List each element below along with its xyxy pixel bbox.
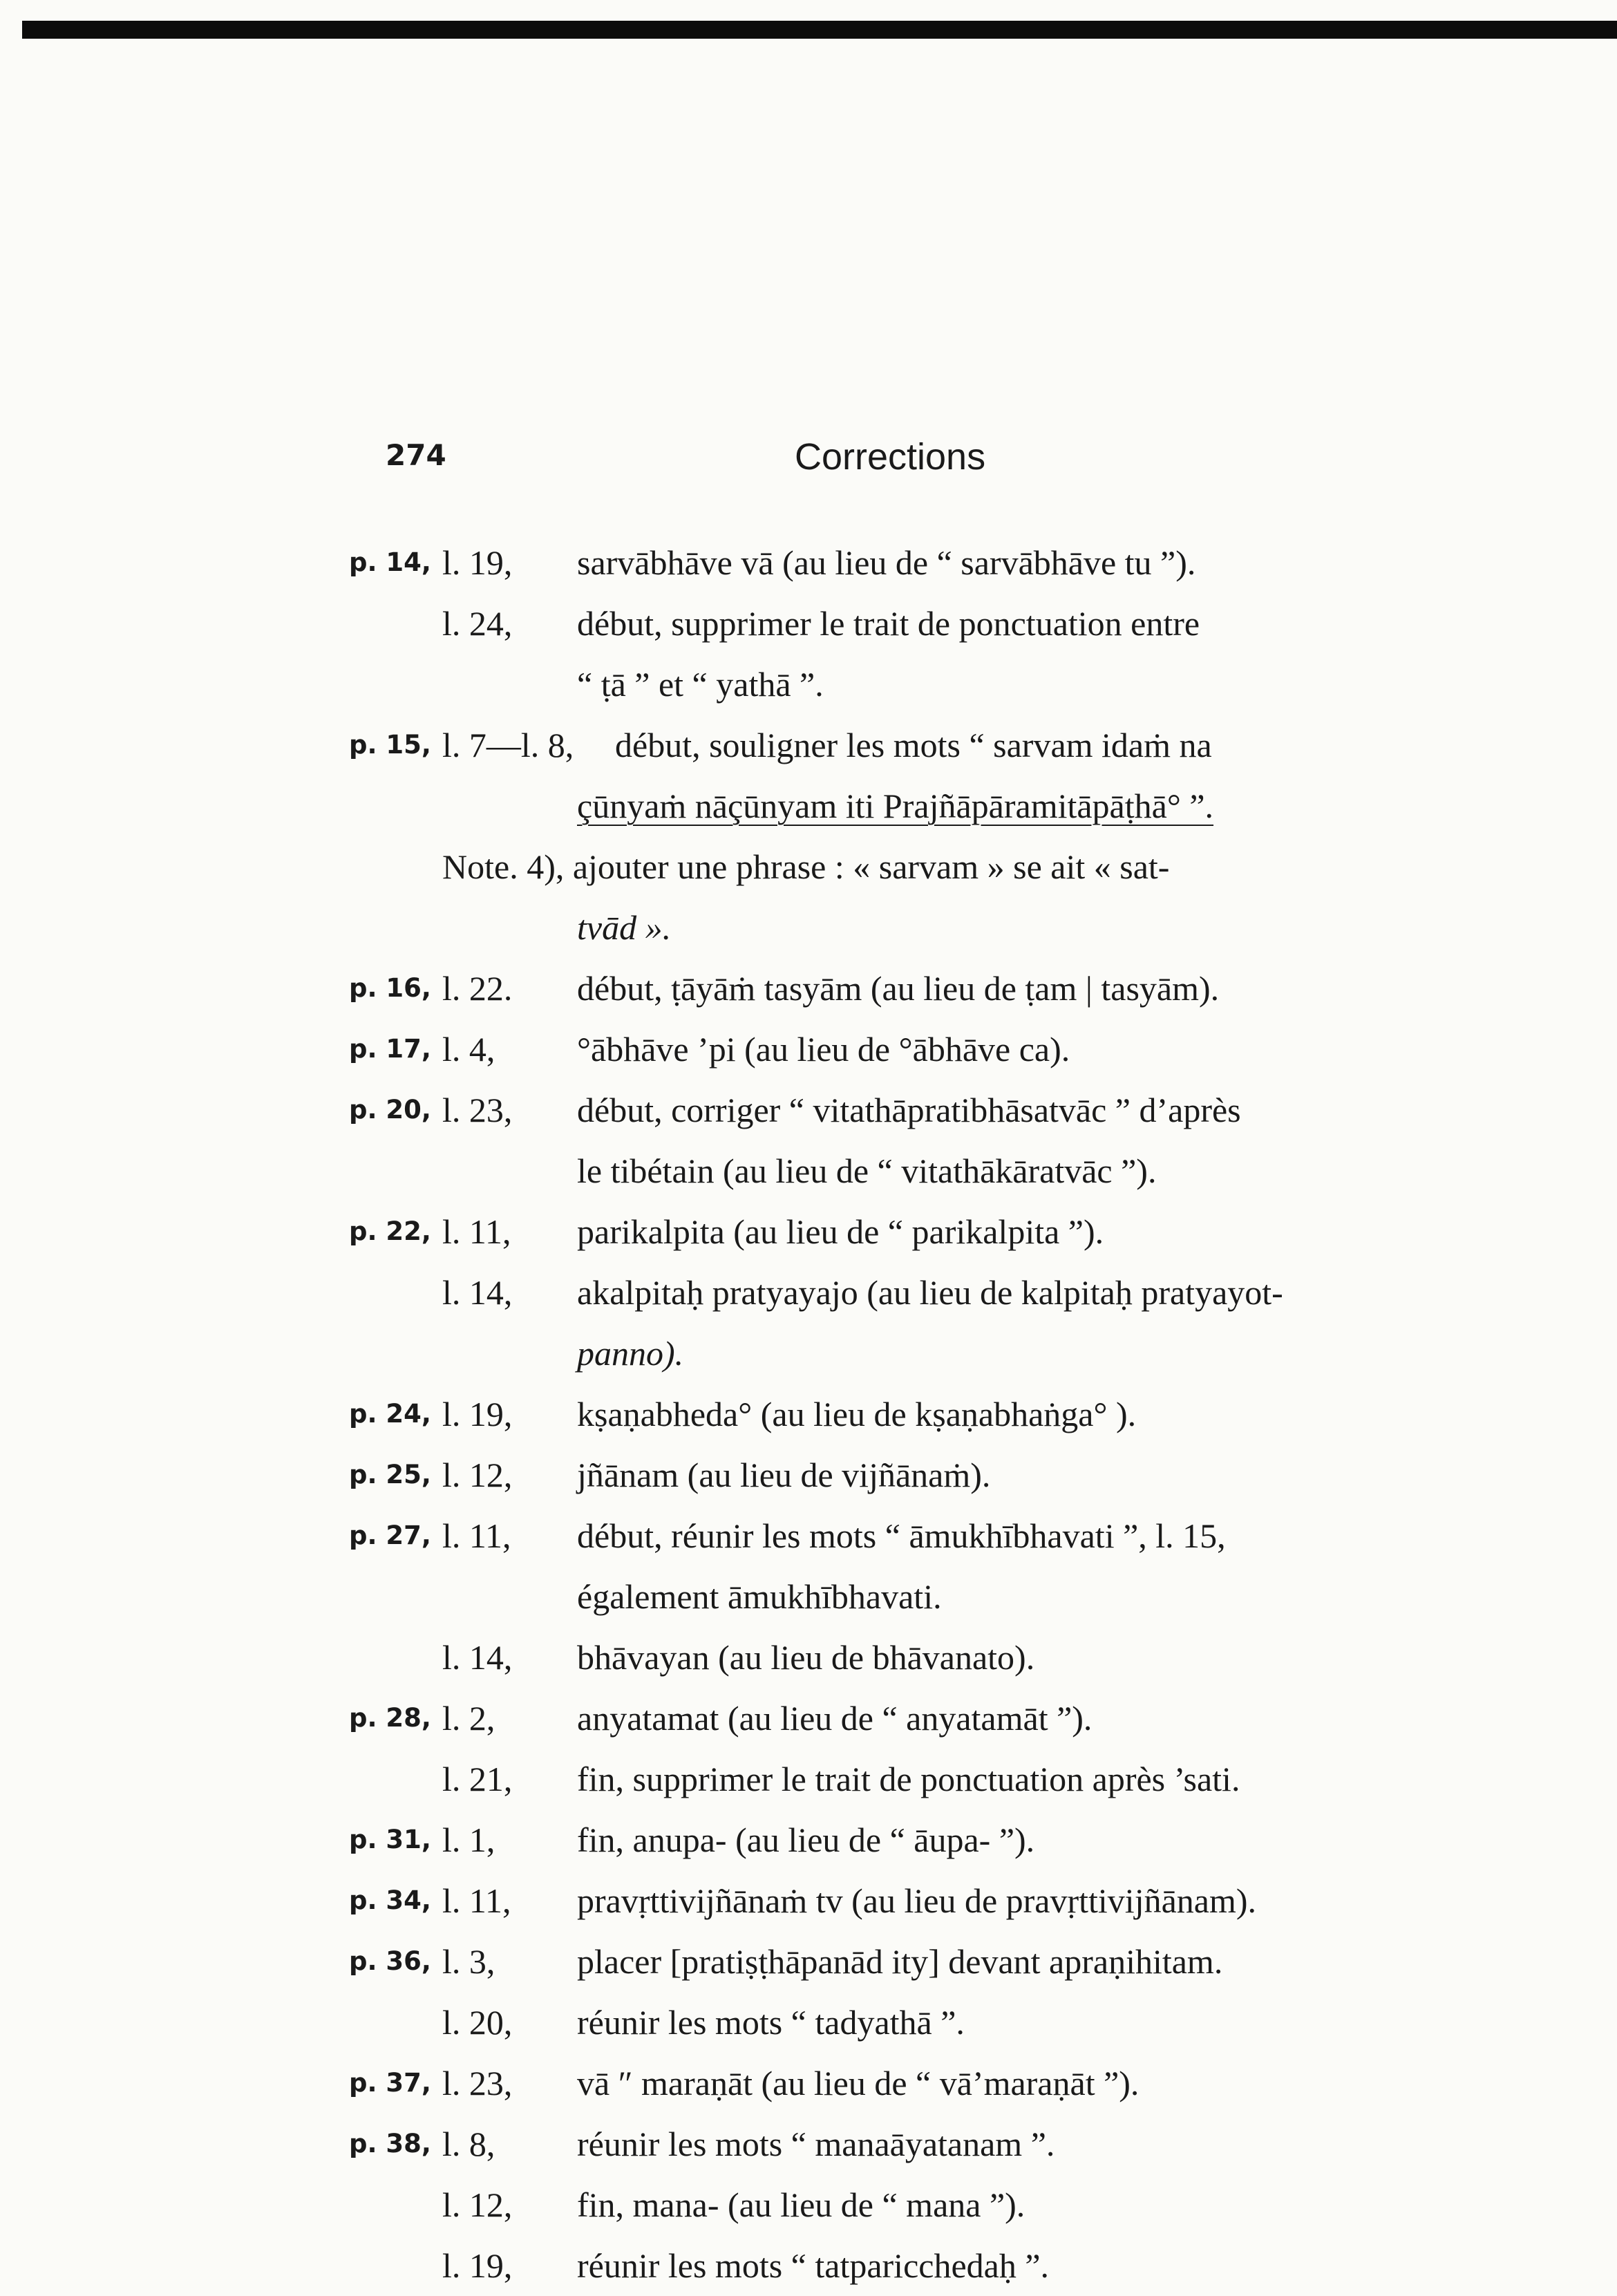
correction-text: kṣaṇabheda° (au lieu de kṣaṇabhaṅga° ). (577, 1395, 1137, 1433)
continuation-text: le tibétain (au lieu de “ vitathākāratvāc ”). (577, 1151, 1157, 1190)
correction-entry (0, 1688, 1617, 1749)
correction-entry (0, 2114, 1617, 2174)
correction-entry (0, 593, 1617, 654)
correction-entry (0, 1627, 1617, 1688)
page-ref: p. 37, (349, 2068, 431, 2098)
continuation-text: “ ṭā ” et “ yathā ”. (577, 665, 824, 704)
correction-entry (0, 1080, 1617, 1140)
page-ref: p. 22, (349, 1216, 431, 1246)
correction-entry (0, 1809, 1617, 1870)
correction-entry (0, 2174, 1617, 2235)
line-ref: l. 11, (442, 1212, 511, 1251)
correction-entry (0, 1445, 1617, 1505)
note-text: Note. 4), ajouter une phrase : « sarvam » se ait « sat- (442, 847, 1170, 886)
correction-continuation (0, 654, 1617, 715)
line-ref: l. 7—l. 8, (442, 726, 574, 764)
line-ref: l. 12, (442, 1456, 513, 1494)
correction-continuation (0, 1140, 1617, 1201)
line-ref: l. 19, (442, 2246, 513, 2285)
page-ref: p. 24, (349, 1399, 431, 1429)
correction-continuation (0, 1566, 1617, 1627)
page-ref: p. 17, (349, 1034, 431, 1064)
page-ref: p. 36, (349, 1946, 431, 1976)
correction-text: placer [pratiṣṭhāpanād ity] devant apraṇihitam. (577, 1942, 1223, 1981)
correction-continuation (0, 775, 1617, 836)
line-ref: l. 23, (442, 1091, 513, 1129)
line-ref: l. 14, (442, 1273, 513, 1312)
correction-entry (0, 958, 1617, 1019)
correction-entry (0, 1992, 1617, 2053)
correction-text: fin, mana- (au lieu de “ mana ”). (577, 2185, 1025, 2224)
line-ref: l. 4, (442, 1030, 495, 1069)
continuation-text: également āmukhībhavati. (577, 1577, 942, 1616)
line-ref: l. 19, (442, 1395, 513, 1433)
correction-continuation (0, 897, 1617, 958)
correction-text: réunir les mots “ manaāyatanam ”. (577, 2125, 1055, 2163)
correction-text: °ābhāve ’pi (au lieu de °ābhāve ca). (577, 1030, 1070, 1069)
correction-text: akalpitaḥ pratyayajo (au lieu de kalpitaḥ pratyayot- (577, 1273, 1283, 1312)
page-ref: p. 34, (349, 1885, 431, 1915)
correction-entry (0, 2053, 1617, 2114)
correction-entry (0, 1262, 1617, 1323)
top-rule (22, 21, 1617, 39)
page-ref: p. 20, (349, 1095, 431, 1125)
correction-entry (0, 532, 1617, 593)
page-number: 274 (386, 438, 446, 472)
correction-text: fin, supprimer le trait de ponctuation après ’sati. (577, 1760, 1240, 1798)
page-ref: p. 38, (349, 2129, 431, 2158)
correction-text: début, supprimer le trait de ponctuation entre (577, 604, 1200, 643)
correction-entry (0, 1019, 1617, 1080)
correction-text: parikalpita (au lieu de “ parikalpita ”). (577, 1212, 1104, 1251)
running-title: Corrections (795, 436, 986, 478)
correction-entry (0, 1384, 1617, 1445)
line-ref: l. 11, (442, 1516, 511, 1555)
correction-entry (0, 2235, 1617, 2296)
correction-text: réunir les mots “ tadyathā ”. (577, 2003, 965, 2042)
page-header (0, 435, 1617, 484)
correction-text: début, souligner les mots “ sarvam idaṁ na (615, 726, 1212, 764)
page-ref: p. 31, (349, 1825, 431, 1854)
page-ref: p. 16, (349, 973, 431, 1003)
line-ref: l. 23, (442, 2064, 513, 2102)
line-ref: l. 24, (442, 604, 513, 643)
note-entry (0, 836, 1617, 897)
line-ref: l. 14, (442, 1638, 513, 1677)
correction-text: fin, anupa- (au lieu de “ āupa- ”). (577, 1820, 1035, 1859)
correction-text: vā ″ maraṇāt (au lieu de “ vā’maraṇāt ”). (577, 2064, 1140, 2102)
correction-entry (0, 1201, 1617, 1262)
continuation-text: tvād ». (577, 908, 672, 947)
correction-text: sarvābhāve vā (au lieu de “ sarvābhāve tu ”). (577, 543, 1196, 582)
line-ref: l. 3, (442, 1942, 495, 1981)
correction-entry (0, 715, 1617, 775)
correction-text: réunir les mots “ tatparicchedaḥ ”. (577, 2246, 1050, 2285)
line-ref: l. 12, (442, 2185, 513, 2224)
line-ref: l. 19, (442, 543, 513, 582)
corrections-list (0, 532, 1617, 2296)
page-ref: p. 25, (349, 1460, 431, 1489)
line-ref: l. 1, (442, 1820, 495, 1859)
correction-text: pravṛttivijñānaṁ tv (au lieu de pravṛttivijñānam). (577, 1881, 1257, 1920)
correction-text: début, ṭāyāṁ tasyām (au lieu de ṭam | tasyām). (577, 969, 1220, 1008)
correction-text: anyatamat (au lieu de “ anyatamāt ”). (577, 1699, 1093, 1738)
page-ref: p. 15, (349, 730, 431, 760)
line-ref: l. 11, (442, 1881, 511, 1920)
correction-text: début, corriger “ vitathāpratibhāsatvāc ” d’après (577, 1091, 1241, 1129)
page-ref: p. 14, (349, 547, 431, 577)
line-ref: l. 22. (442, 969, 513, 1008)
line-ref: l. 8, (442, 2125, 495, 2163)
page-ref: p. 28, (349, 1703, 431, 1733)
correction-text: jñānam (au lieu de vijñānaṁ). (577, 1456, 991, 1494)
page-ref: p. 27, (349, 1521, 431, 1550)
correction-text: bhāvayan (au lieu de bhāvanato). (577, 1638, 1035, 1677)
correction-entry (0, 1870, 1617, 1931)
continuation-text: çūnyaṁ nāçūnyam iti Prajñāpāramitāpāṭhā° ”. (577, 787, 1214, 825)
continuation-text: panno). (577, 1334, 684, 1373)
correction-entry (0, 1505, 1617, 1566)
correction-continuation (0, 1323, 1617, 1384)
correction-entry (0, 1749, 1617, 1809)
correction-entry (0, 1931, 1617, 1992)
line-ref: l. 20, (442, 2003, 513, 2042)
line-ref: l. 21, (442, 1760, 513, 1798)
line-ref: l. 2, (442, 1699, 495, 1738)
correction-text: début, réunir les mots “ āmukhībhavati ”, l. 15, (577, 1516, 1226, 1555)
